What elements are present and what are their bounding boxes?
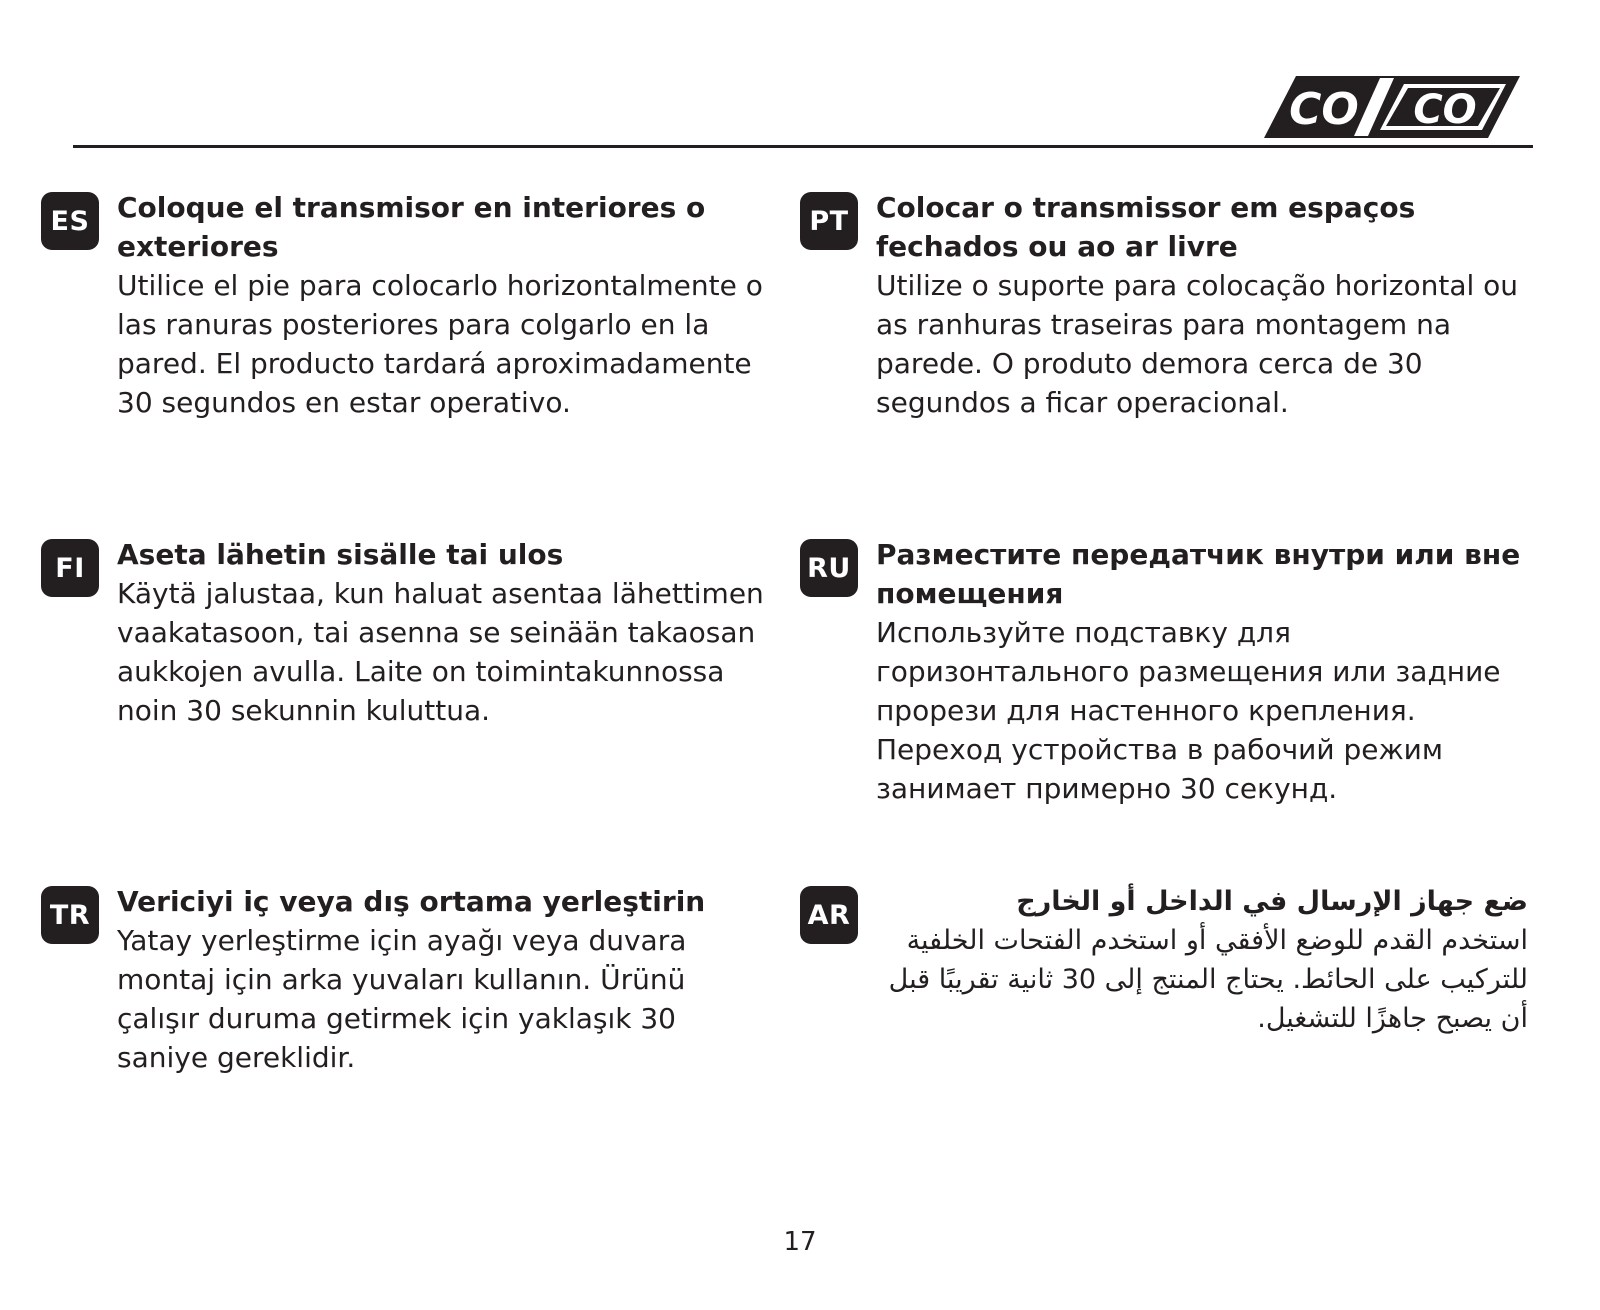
language-badge-es: ES <box>41 192 99 250</box>
header-divider <box>73 145 1533 148</box>
section-tr-body: Yatay yerleştirme için ayağı veya duvara montaj için arka yuvaları kullanın. Ürünü çalışır duruma getirmek için yaklaşık 30 saniye gereklidir. <box>117 924 687 1074</box>
language-badge-pt: PT <box>800 192 858 250</box>
section-ru-body: Используйте подставку для горизонтального размещения или задние прорези для настенного крепления. Переход устройства в рабочий режим занимает примерно 30 секунд. <box>876 616 1501 805</box>
section-pt-text <box>876 188 1528 422</box>
section-fi-text <box>117 535 769 730</box>
page-number: 17 <box>783 1227 817 1257</box>
section-es-text <box>117 188 769 422</box>
section-ar-body: استخدم القدم للوضع الأفقي أو استخدم الفتحات الخلفية للتركيب على الحائط. يحتاج المنتج إلى 30 ثانية تقريبًا قبل أن يصبح جاهزًا للتشغيل. <box>888 925 1528 1034</box>
language-badge-ar: AR <box>800 886 858 944</box>
section-fi-title: Aseta lähetin sisälle tai ulos <box>117 538 564 571</box>
section-tr-text <box>117 882 769 1077</box>
section-pt-title: Colocar o transmissor em espaços fechados ou ao ar livre <box>876 191 1416 263</box>
section-es-title: Coloque el transmisor en interiores o exteriores <box>117 191 706 263</box>
section-tr-title: Vericiyi iç veya dış ortama yerleştirin <box>117 885 706 918</box>
section-pt-body: Utilize o suporte para colocação horizontal ou as ranhuras traseiras para montagem na parede. O produto demora cerca de 30 segundos a ficar operacional. <box>876 269 1519 419</box>
language-badge-ru: RU <box>800 539 858 597</box>
logo-text-left: CO <box>1289 84 1359 135</box>
section-ru-text <box>876 535 1528 808</box>
language-badge-tr: TR <box>41 886 99 944</box>
brand-logo-mark <box>1262 74 1522 140</box>
brand-logo <box>1262 74 1522 140</box>
section-ru-title: Разместите передатчик внутри или вне помещения <box>876 538 1521 610</box>
section-ar-text <box>876 882 1528 1038</box>
section-ar-title: ضع جهاز الإرسال في الداخل أو الخارج <box>1016 886 1528 917</box>
logo-text-right: CO <box>1413 87 1477 133</box>
section-es-body: Utilice el pie para colocarlo horizontalmente o las ranuras posteriores para colgarlo en la pared. El producto tardará aproximadamente 30 segundos en estar operativo. <box>117 269 763 419</box>
language-badge-fi: FI <box>41 539 99 597</box>
section-fi-body: Käytä jalustaa, kun haluat asentaa lähettimen vaakatasoon, tai asenna se seinään takaosan aukkojen avulla. Laite on toimintakunnossa noin 30 sekunnin kuluttua. <box>117 577 764 727</box>
